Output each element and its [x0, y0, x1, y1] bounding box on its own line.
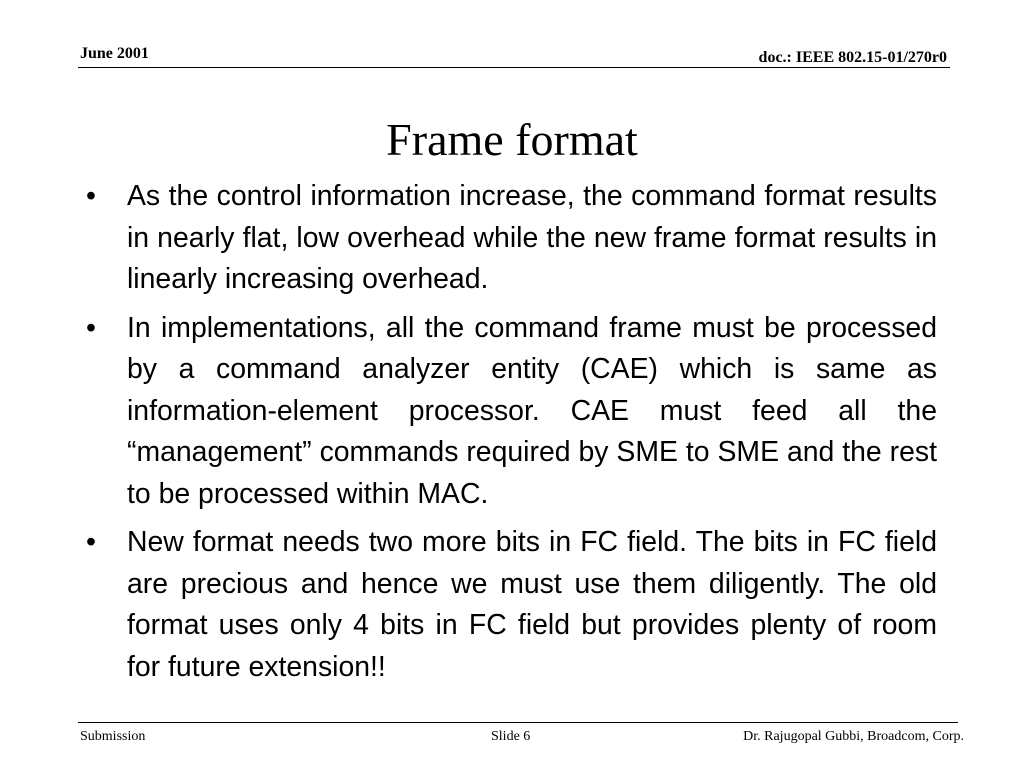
- bullet-text: As the control information increase, the command format results in nearly flat, low overhead while the new frame format results in linearly increasing overhead.: [127, 180, 937, 295]
- header-divider: [78, 67, 950, 68]
- slide-title: Frame format: [386, 114, 638, 165]
- bullet-dot-icon: •: [86, 311, 96, 344]
- bullet-text: New format needs two more bits in FC field. The bits in FC field are precious and hence we must use them diligently. The old format uses only 4 bits in FC field but provides plenty of room for future extension!!: [127, 526, 937, 683]
- footer-submission: Submission: [80, 729, 146, 744]
- bullet-item: [84, 308, 937, 516]
- bullet-dot-icon: •: [86, 526, 96, 558]
- footer-slide-number: Slide 6: [491, 729, 531, 744]
- bullet-list: [84, 176, 937, 695]
- footer-author: Dr. Rajugopal Gubbi, Broadcom, Corp.: [743, 729, 964, 744]
- header-doc-id: doc.: IEEE 802.15-01/270r0: [758, 49, 947, 66]
- bullet-dot-icon: •: [86, 180, 96, 212]
- bullet-item: [84, 176, 937, 301]
- bullet-item: [84, 522, 937, 688]
- footer-divider: [78, 722, 958, 723]
- bullet-text: In implementations, all the command frame must be processed by a command analyzer entity (CAE) which is same as information-element processor. CAE must feed all the “management” commands required by SME to SME and the rest to be processed within MAC.: [127, 311, 937, 510]
- header-date: June 2001: [80, 45, 149, 62]
